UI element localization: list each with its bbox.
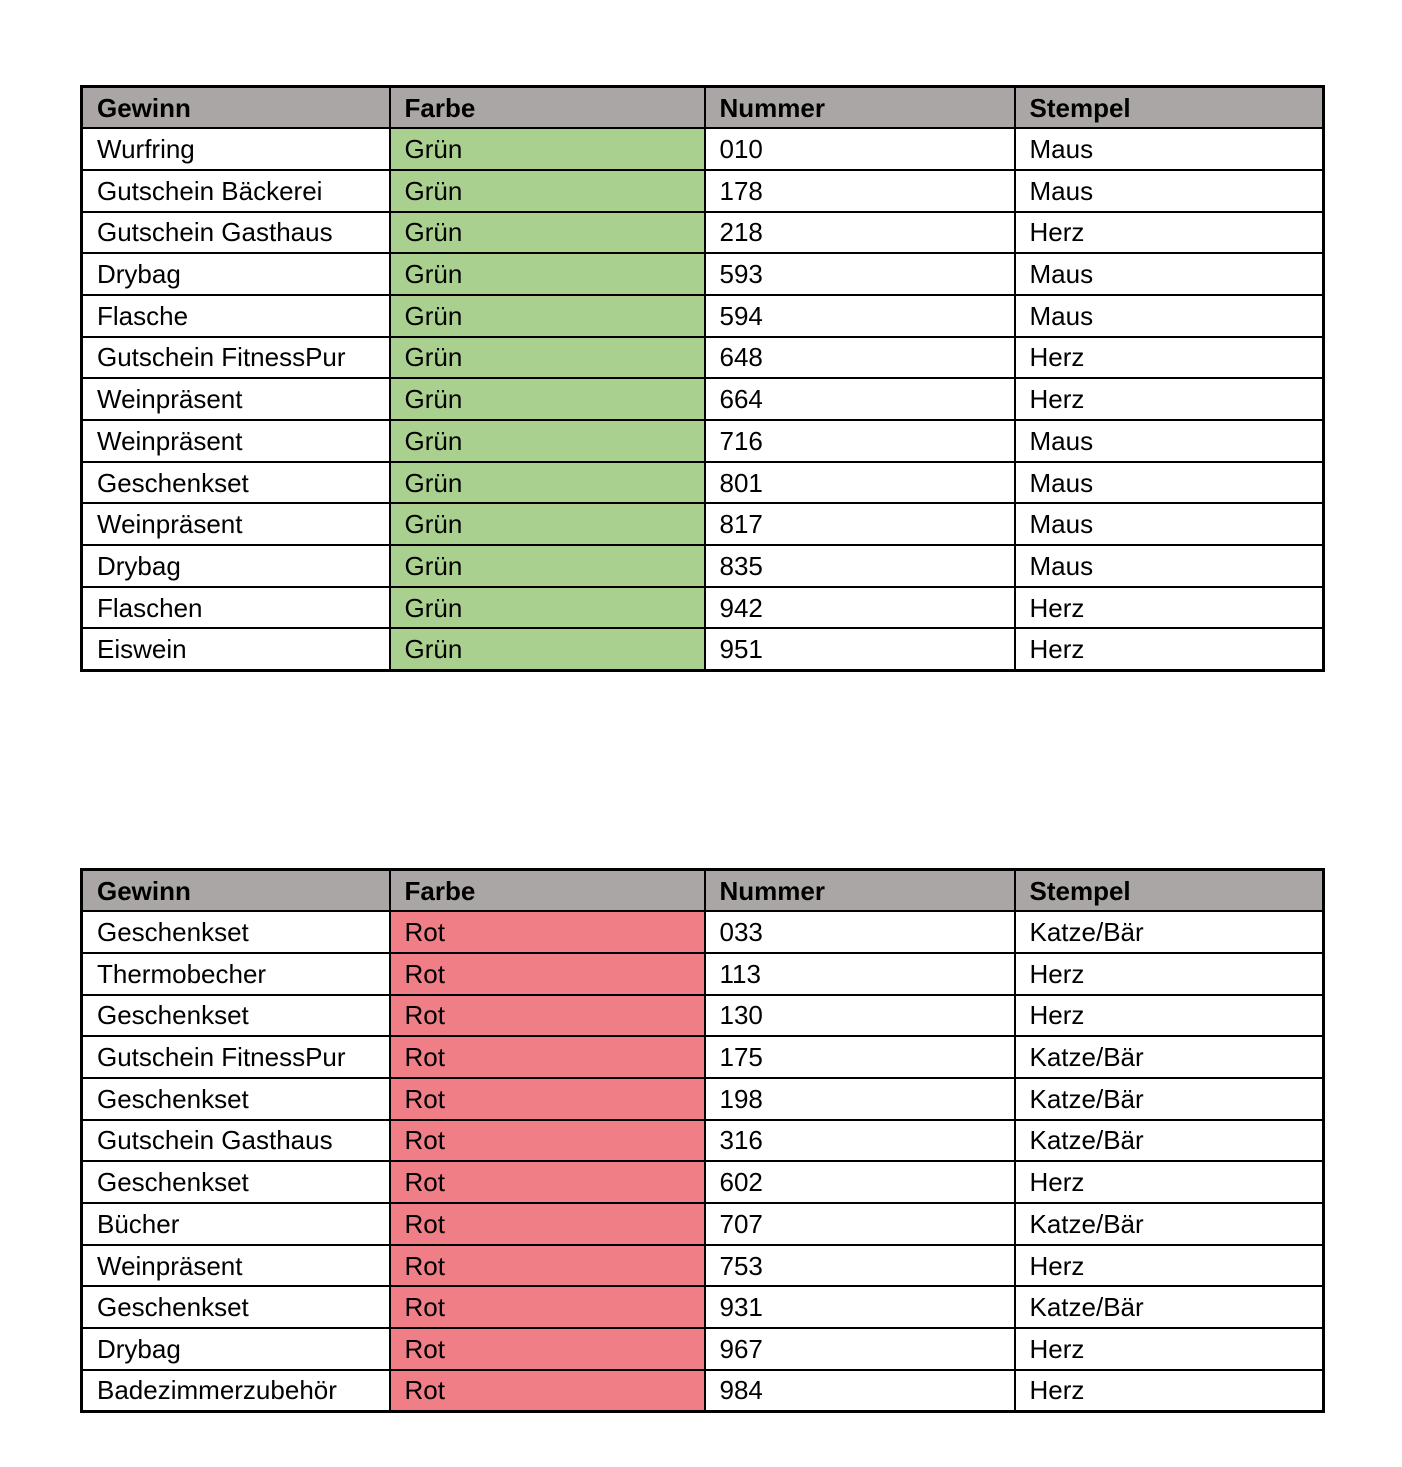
nummer-cell: 716 bbox=[705, 420, 1015, 462]
stempel-cell: Herz bbox=[1015, 587, 1324, 629]
column-header-stempel: Stempel bbox=[1015, 87, 1324, 129]
gewinn-cell: Gutschein Bäckerei bbox=[82, 170, 390, 212]
table-row bbox=[82, 953, 1324, 995]
farbe-cell: Grün bbox=[390, 253, 705, 295]
column-header-farbe: Farbe bbox=[390, 870, 705, 912]
nummer-cell: 801 bbox=[705, 462, 1015, 504]
column-header-stempel: Stempel bbox=[1015, 870, 1324, 912]
table-row bbox=[82, 1036, 1324, 1078]
farbe-cell: Rot bbox=[390, 1245, 705, 1287]
farbe-cell: Grün bbox=[390, 545, 705, 587]
gewinn-cell: Geschenkset bbox=[82, 1078, 390, 1120]
farbe-cell: Grün bbox=[390, 628, 705, 670]
nummer-cell: 593 bbox=[705, 253, 1015, 295]
farbe-cell: Rot bbox=[390, 1370, 705, 1412]
nummer-cell: 664 bbox=[705, 378, 1015, 420]
prize-table-red bbox=[80, 868, 1325, 1413]
table-row bbox=[82, 253, 1324, 295]
stempel-cell: Katze/Bär bbox=[1015, 1203, 1324, 1245]
stempel-cell: Katze/Bär bbox=[1015, 1036, 1324, 1078]
nummer-cell: 817 bbox=[705, 503, 1015, 545]
table-row bbox=[82, 462, 1324, 504]
nummer-cell: 967 bbox=[705, 1328, 1015, 1370]
table-row bbox=[82, 1286, 1324, 1328]
stempel-cell: Herz bbox=[1015, 337, 1324, 379]
nummer-cell: 594 bbox=[705, 295, 1015, 337]
column-header-gewinn: Gewinn bbox=[82, 87, 390, 129]
table-row bbox=[82, 503, 1324, 545]
stempel-cell: Maus bbox=[1015, 295, 1324, 337]
table-row bbox=[82, 1370, 1324, 1412]
column-header-gewinn: Gewinn bbox=[82, 870, 390, 912]
nummer-cell: 951 bbox=[705, 628, 1015, 670]
stempel-cell: Maus bbox=[1015, 545, 1324, 587]
gewinn-cell: Drybag bbox=[82, 545, 390, 587]
stempel-cell: Herz bbox=[1015, 1328, 1324, 1370]
gewinn-cell: Drybag bbox=[82, 1328, 390, 1370]
farbe-cell: Rot bbox=[390, 953, 705, 995]
nummer-cell: 984 bbox=[705, 1370, 1015, 1412]
gewinn-cell: Flasche bbox=[82, 295, 390, 337]
gewinn-cell: Geschenkset bbox=[82, 1161, 390, 1203]
stempel-cell: Maus bbox=[1015, 128, 1324, 170]
table-row bbox=[82, 1245, 1324, 1287]
table-row bbox=[82, 420, 1324, 462]
gewinn-cell: Gutschein Gasthaus bbox=[82, 1120, 390, 1162]
table-row bbox=[82, 995, 1324, 1037]
nummer-cell: 316 bbox=[705, 1120, 1015, 1162]
farbe-cell: Grün bbox=[390, 503, 705, 545]
stempel-cell: Herz bbox=[1015, 1370, 1324, 1412]
gewinn-cell: Geschenkset bbox=[82, 462, 390, 504]
gewinn-cell: Gutschein FitnessPur bbox=[82, 337, 390, 379]
farbe-cell: Grün bbox=[390, 170, 705, 212]
gewinn-cell: Badezimmerzubehör bbox=[82, 1370, 390, 1412]
farbe-cell: Rot bbox=[390, 1036, 705, 1078]
stempel-cell: Herz bbox=[1015, 1161, 1324, 1203]
farbe-cell: Grün bbox=[390, 295, 705, 337]
gewinn-cell: Flaschen bbox=[82, 587, 390, 629]
nummer-cell: 198 bbox=[705, 1078, 1015, 1120]
farbe-cell: Grün bbox=[390, 378, 705, 420]
table-row bbox=[82, 587, 1324, 629]
nummer-cell: 113 bbox=[705, 953, 1015, 995]
farbe-cell: Grün bbox=[390, 462, 705, 504]
gewinn-cell: Weinpräsent bbox=[82, 378, 390, 420]
farbe-cell: Grün bbox=[390, 212, 705, 254]
nummer-cell: 033 bbox=[705, 911, 1015, 953]
table-row bbox=[82, 295, 1324, 337]
nummer-cell: 942 bbox=[705, 587, 1015, 629]
nummer-cell: 753 bbox=[705, 1245, 1015, 1287]
farbe-cell: Grün bbox=[390, 587, 705, 629]
nummer-cell: 602 bbox=[705, 1161, 1015, 1203]
gewinn-cell: Weinpräsent bbox=[82, 1245, 390, 1287]
stempel-cell: Herz bbox=[1015, 378, 1324, 420]
prize-table-green bbox=[80, 85, 1325, 672]
stempel-cell: Maus bbox=[1015, 253, 1324, 295]
nummer-cell: 178 bbox=[705, 170, 1015, 212]
table-row bbox=[82, 1120, 1324, 1162]
table-row bbox=[82, 212, 1324, 254]
farbe-cell: Grün bbox=[390, 420, 705, 462]
farbe-cell: Rot bbox=[390, 1078, 705, 1120]
table-row bbox=[82, 1328, 1324, 1370]
stempel-cell: Maus bbox=[1015, 462, 1324, 504]
stempel-cell: Herz bbox=[1015, 953, 1324, 995]
table-row bbox=[82, 1203, 1324, 1245]
table-row bbox=[82, 170, 1324, 212]
column-header-farbe: Farbe bbox=[390, 87, 705, 129]
stempel-cell: Katze/Bär bbox=[1015, 1078, 1324, 1120]
table-row bbox=[82, 378, 1324, 420]
stempel-cell: Herz bbox=[1015, 1245, 1324, 1287]
farbe-cell: Rot bbox=[390, 1286, 705, 1328]
table-row bbox=[82, 911, 1324, 953]
farbe-cell: Rot bbox=[390, 1328, 705, 1370]
gewinn-cell: Wurfring bbox=[82, 128, 390, 170]
nummer-cell: 835 bbox=[705, 545, 1015, 587]
gewinn-cell: Geschenkset bbox=[82, 1286, 390, 1328]
table-row bbox=[82, 1078, 1324, 1120]
stempel-cell: Maus bbox=[1015, 170, 1324, 212]
gewinn-cell: Thermobecher bbox=[82, 953, 390, 995]
table-row bbox=[82, 128, 1324, 170]
gewinn-cell: Weinpräsent bbox=[82, 503, 390, 545]
table-row bbox=[82, 1161, 1324, 1203]
column-header-nummer: Nummer bbox=[705, 87, 1015, 129]
farbe-cell: Grün bbox=[390, 128, 705, 170]
nummer-cell: 175 bbox=[705, 1036, 1015, 1078]
stempel-cell: Herz bbox=[1015, 995, 1324, 1037]
gewinn-cell: Bücher bbox=[82, 1203, 390, 1245]
gewinn-cell: Gutschein Gasthaus bbox=[82, 212, 390, 254]
stempel-cell: Katze/Bär bbox=[1015, 1120, 1324, 1162]
stempel-cell: Katze/Bär bbox=[1015, 1286, 1324, 1328]
farbe-cell: Rot bbox=[390, 1161, 705, 1203]
header-row bbox=[82, 87, 1324, 129]
gewinn-cell: Geschenkset bbox=[82, 995, 390, 1037]
table-row bbox=[82, 337, 1324, 379]
nummer-cell: 130 bbox=[705, 995, 1015, 1037]
stempel-cell: Herz bbox=[1015, 212, 1324, 254]
farbe-cell: Grün bbox=[390, 337, 705, 379]
stempel-cell: Herz bbox=[1015, 628, 1324, 670]
farbe-cell: Rot bbox=[390, 1203, 705, 1245]
nummer-cell: 931 bbox=[705, 1286, 1015, 1328]
nummer-cell: 648 bbox=[705, 337, 1015, 379]
gewinn-cell: Gutschein FitnessPur bbox=[82, 1036, 390, 1078]
header-row bbox=[82, 870, 1324, 912]
stempel-cell: Katze/Bär bbox=[1015, 911, 1324, 953]
nummer-cell: 218 bbox=[705, 212, 1015, 254]
table-row bbox=[82, 628, 1324, 670]
column-header-nummer: Nummer bbox=[705, 870, 1015, 912]
gewinn-cell: Eiswein bbox=[82, 628, 390, 670]
stempel-cell: Maus bbox=[1015, 503, 1324, 545]
gewinn-cell: Weinpräsent bbox=[82, 420, 390, 462]
farbe-cell: Rot bbox=[390, 911, 705, 953]
gewinn-cell: Geschenkset bbox=[82, 911, 390, 953]
farbe-cell: Rot bbox=[390, 1120, 705, 1162]
gewinn-cell: Drybag bbox=[82, 253, 390, 295]
nummer-cell: 010 bbox=[705, 128, 1015, 170]
stempel-cell: Maus bbox=[1015, 420, 1324, 462]
farbe-cell: Rot bbox=[390, 995, 705, 1037]
table-row bbox=[82, 545, 1324, 587]
nummer-cell: 707 bbox=[705, 1203, 1015, 1245]
